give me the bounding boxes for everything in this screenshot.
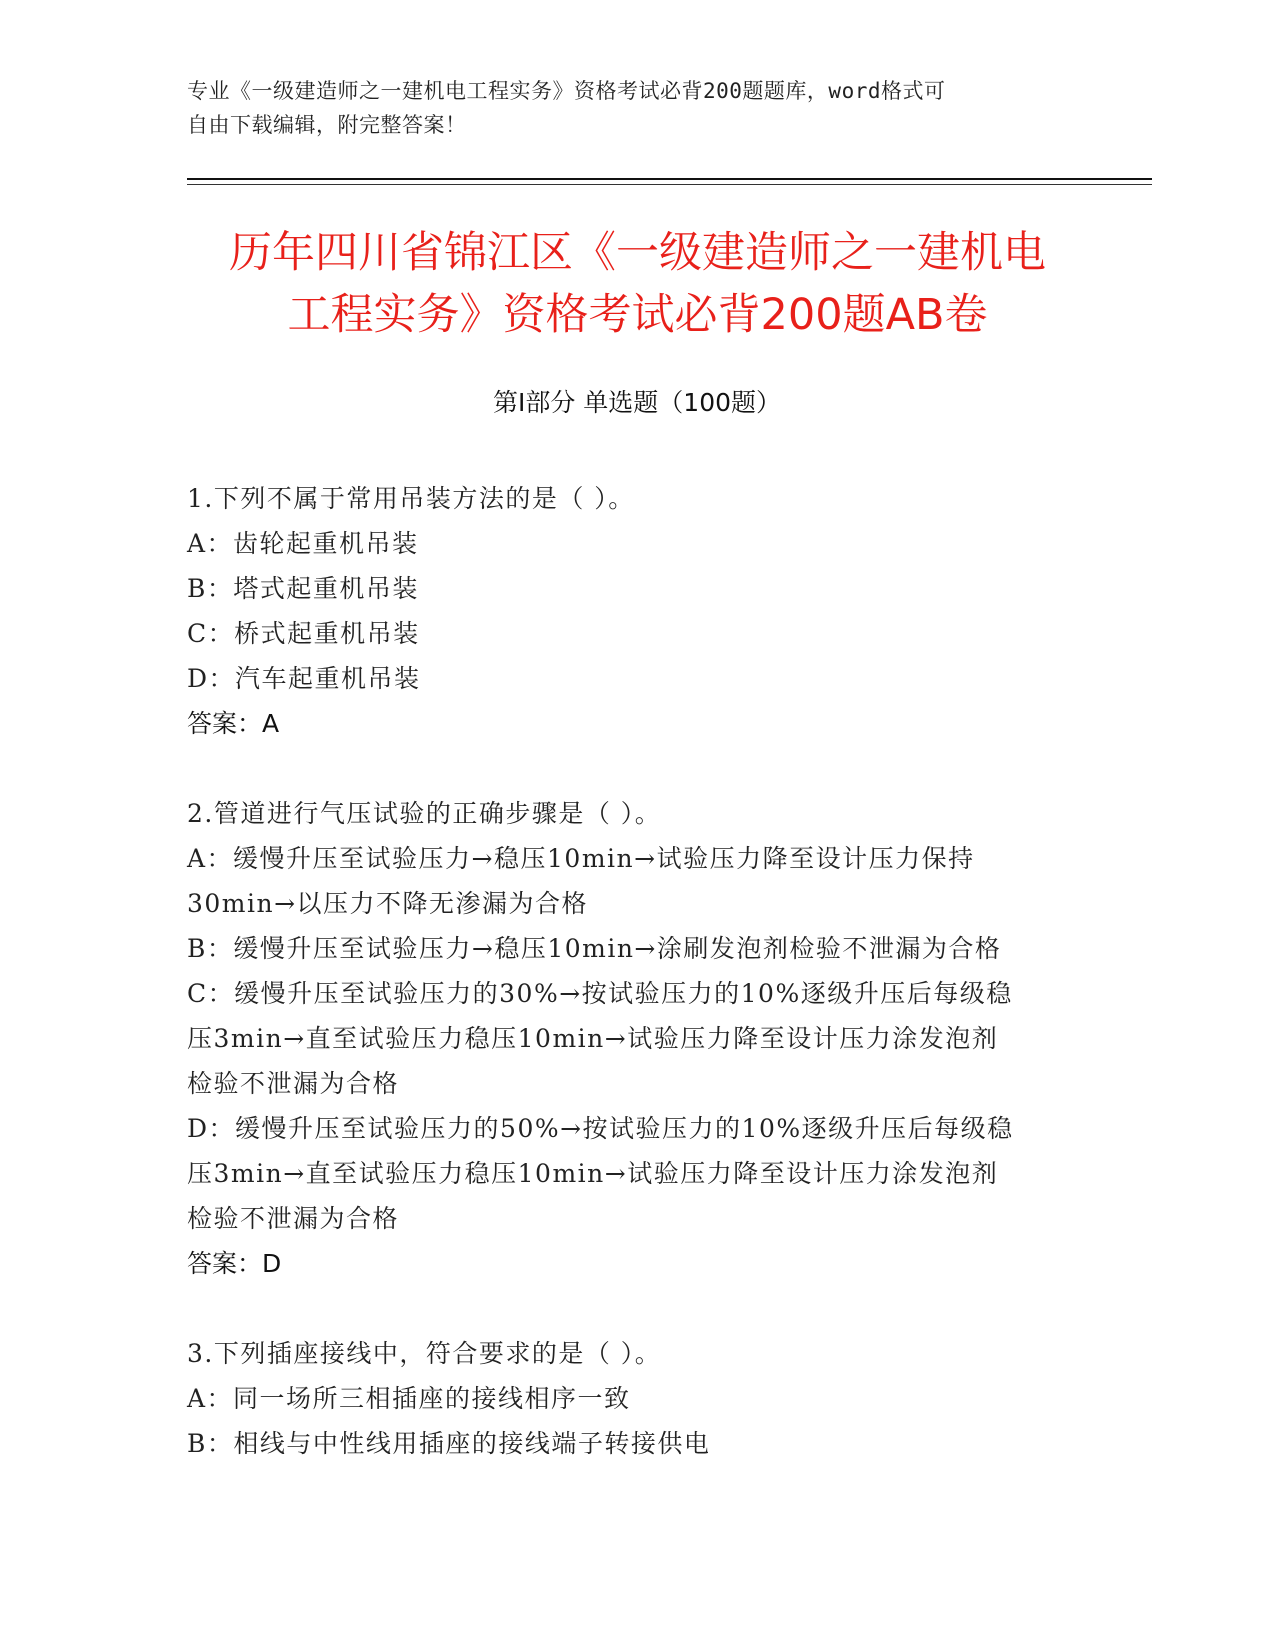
question-2-option-d-cont-1: 压3min→直至试验压力稳压10min→试验压力降至设计压力涂发泡剂 [187,1159,999,1188]
header-note-line-1: 专业《一级建造师之一建机电工程实务》资格考试必背200题题库，word格式可 [187,79,946,103]
question-2-option-d-cont-2: 检验不泄漏为合格 [187,1204,400,1233]
question-3-option-a: A：同一场所三相插座的接线相序一致 [187,1384,631,1413]
question-2-option-c-cont-1: 压3min→直至试验压力稳压10min→试验压力降至设计压力涂发泡剂 [187,1024,999,1053]
question-3-stem: 3.下列插座接线中，符合要求的是（ ）。 [187,1339,662,1368]
question-2-option-a-cont: 30min→以压力不降无渗漏为合格 [187,889,589,918]
question-3-option-b: B：相线与中性线用插座的接线端子转接供电 [187,1429,711,1458]
question-spacer [187,1286,1087,1331]
question-2-option-c: C：缓慢升压至试验压力的30%→按试验压力的10%逐级升压后每级稳 [187,979,1013,1008]
document-title-line-2: 工程实务》资格考试必背200题AB卷 [287,290,988,340]
question-spacer [187,746,1087,791]
question-list [187,476,1087,1466]
header-note-line-2: 自由下载编辑，附完整答案！ [187,113,467,137]
question-1-option-a: A：齿轮起重机吊装 [187,529,419,558]
question-3 [187,1331,1087,1466]
section-title: 第I部分 单选题（100题） [492,388,782,417]
question-2-answer: 答案：D [187,1249,282,1278]
question-1-option-c: C：桥式起重机吊装 [187,619,420,648]
question-1-option-b: B：塔式起重机吊装 [187,574,419,603]
document-title [140,222,1135,346]
question-2-option-c-cont-2: 检验不泄漏为合格 [187,1069,400,1098]
header-rule-thick [187,178,1152,180]
question-2-option-b: B：缓慢升压至试验压力→稳压10min→涂刷发泡剂检验不泄漏为合格 [187,934,1002,963]
question-2 [187,791,1087,1286]
question-1-stem: 1.下列不属于常用吊装方法的是（ ）。 [187,484,635,513]
document-title-line-1: 历年四川省锦江区《一级建造师之一建机电 [229,228,1046,278]
question-1 [187,476,1087,746]
question-1-answer: 答案：A [187,709,280,738]
header-note [187,74,1087,142]
question-2-stem: 2.管道进行气压试验的正确步骤是（ ）。 [187,799,662,828]
question-2-option-d: D：缓慢升压至试验压力的50%→按试验压力的10%逐级升压后每级稳 [187,1114,1014,1143]
question-2-option-a: A：缓慢升压至试验压力→稳压10min→试验压力降至设计压力保持 [187,844,975,873]
question-1-option-d: D：汽车起重机吊装 [187,664,421,693]
header-rule-thin [187,184,1152,185]
